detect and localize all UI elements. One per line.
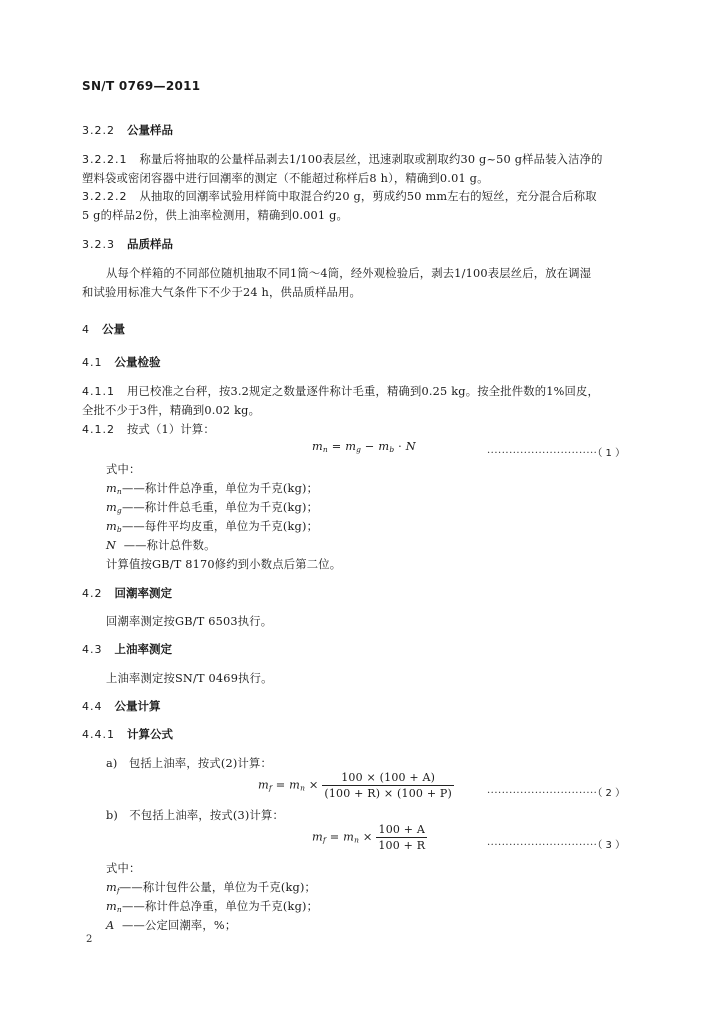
clause-number: 4.1.1 bbox=[82, 385, 115, 398]
fraction bbox=[376, 823, 427, 852]
leader-dots: ······························ bbox=[487, 448, 598, 459]
symbol: A bbox=[106, 919, 115, 932]
list-label: b) bbox=[106, 809, 119, 822]
section-number: 4 bbox=[82, 323, 90, 336]
fraction bbox=[322, 771, 454, 800]
heading-3-2-3 bbox=[82, 236, 173, 252]
section-title: 上油率测定 bbox=[114, 642, 172, 656]
clause-number: 3.2.2.1 bbox=[82, 153, 128, 166]
section-title: 公量 bbox=[102, 322, 125, 336]
rounding-note: 计算值按GB/T 8170修约到小数点后第二位。 bbox=[106, 558, 342, 571]
fraction-denominator: 100 + R bbox=[378, 839, 426, 852]
page-number: 2 bbox=[86, 934, 93, 945]
list-item-b bbox=[106, 807, 284, 823]
para-4-3: 上油率测定按SN/T 0469执行。 bbox=[106, 672, 273, 685]
section-title: 公量计算 bbox=[114, 699, 161, 713]
equation-tag: （ 2 ） bbox=[597, 788, 626, 799]
para-4-1-1-line2: 全批不少于3件，精确到0.02 kg。 bbox=[82, 404, 261, 417]
heading-4-1 bbox=[82, 354, 161, 370]
eq-symbol: N bbox=[405, 440, 416, 453]
para-text: 按式（1）计算： bbox=[127, 423, 215, 436]
fraction-denominator: (100 + R) × (100 + P) bbox=[324, 787, 453, 800]
eq-subscript: n bbox=[300, 783, 306, 793]
equation-1: $m_n = m_g - m_b \cdot N$ bbox=[312, 440, 416, 454]
where-item-n bbox=[106, 537, 216, 553]
symbol: m bbox=[106, 501, 117, 514]
eq-symbol: m bbox=[258, 778, 269, 792]
leader-dots: ······························ bbox=[487, 788, 598, 799]
para-3-2-2-1-line2: 塑料袋或密闭容器中进行回潮率的测定（不能超过称样后8 h），精确到0.01 g。 bbox=[82, 172, 489, 185]
para-3-2-2-2-line1 bbox=[82, 188, 597, 204]
heading-3-2-2 bbox=[82, 122, 173, 138]
heading-4-4-1 bbox=[82, 726, 173, 742]
where-item-mf bbox=[106, 879, 316, 895]
section-title: 品质样品 bbox=[127, 237, 173, 251]
section-number: 4.1 bbox=[82, 356, 103, 369]
section-number: 4.3 bbox=[82, 643, 103, 656]
symbol-description: ——称计件总毛重，单位为千克(kg)； bbox=[121, 501, 319, 514]
section-title: 公量检验 bbox=[114, 355, 161, 369]
section-number: 4.4.1 bbox=[82, 728, 115, 741]
para-4-1-1-line1 bbox=[82, 383, 599, 399]
eq-symbol: m bbox=[345, 440, 357, 453]
symbol-description: ——称计包件公量，单位为千克(kg)； bbox=[119, 881, 317, 894]
eq-symbol: m bbox=[289, 778, 301, 792]
heading-4-2 bbox=[82, 585, 172, 601]
where-item-mg bbox=[106, 499, 318, 515]
where-item-mb bbox=[106, 518, 318, 534]
eq-symbol: m bbox=[312, 830, 323, 844]
symbol: m bbox=[106, 881, 117, 894]
heading-4-4 bbox=[82, 698, 161, 714]
symbol-description: ——称计件总净重，单位为千克(kg)； bbox=[121, 900, 319, 913]
eq-subscript: g bbox=[356, 445, 362, 454]
eq-subscript: b bbox=[389, 445, 395, 454]
section-title: 回潮率测定 bbox=[114, 586, 172, 600]
where-label: 式中： bbox=[106, 463, 141, 476]
section-title: 公量样品 bbox=[127, 123, 173, 137]
list-text: 不包括上油率，按式(3)计算： bbox=[129, 809, 284, 822]
para-4-1-2 bbox=[82, 421, 215, 437]
symbol-description: ——称计总件数。 bbox=[123, 539, 216, 552]
equation-2-number bbox=[487, 781, 625, 800]
symbol: m bbox=[106, 900, 117, 913]
eq-subscript: f bbox=[322, 835, 326, 845]
para-3-2-2-1-line1 bbox=[82, 151, 603, 167]
section-number: 3.2.2 bbox=[82, 124, 115, 137]
para-3-2-2-2-line2: 5 g的样品2份，供上油率检测用，精确到0.001 g。 bbox=[82, 209, 349, 222]
section-number: 4.2 bbox=[82, 587, 103, 600]
where-item-a bbox=[106, 917, 236, 933]
symbol-subscript: n bbox=[116, 905, 122, 914]
para-text: 用已校准之台秤，按3.2规定之数量逐件称计毛重，精确到0.25 kg。按全批件数的1%回皮， bbox=[127, 385, 600, 398]
heading-4-3 bbox=[82, 641, 172, 657]
para-3-2-3-line2: 和试验用标准大气条件下不少于24 h，供品质样品用。 bbox=[82, 286, 361, 299]
equation-2: $m_f = m_n$ × $\frac{100 \times (100 + A)}{(100 + R) \times (100 + P)}$ bbox=[258, 771, 453, 800]
eq-subscript: n bbox=[322, 445, 328, 454]
fraction-numerator: 100 + A bbox=[376, 823, 427, 838]
where-item-mn bbox=[106, 898, 318, 914]
symbol: m bbox=[106, 520, 117, 533]
symbol: m bbox=[106, 482, 117, 495]
symbol-description: ——称计件总净重，单位为千克(kg)； bbox=[121, 482, 319, 495]
leader-dots: ······························ bbox=[487, 840, 598, 851]
section-title: 计算公式 bbox=[127, 727, 173, 741]
section-number: 4.4 bbox=[82, 700, 103, 713]
equation-tag: （ 3 ） bbox=[597, 840, 626, 851]
eq-symbol: m bbox=[343, 830, 355, 844]
symbol-description: ——每件平均皮重，单位为千克(kg)； bbox=[121, 520, 319, 533]
para-4-2: 回潮率测定按GB/T 6503执行。 bbox=[106, 615, 273, 628]
standard-header: SN/T 0769—2011 bbox=[82, 79, 201, 93]
para-text: 从抽取的回潮率试验用样筒中取混合约20 g，剪成约50 mm左右的短丝，充分混合后称取 bbox=[139, 190, 597, 203]
symbol: N bbox=[106, 539, 117, 552]
clause-number: 4.1.2 bbox=[82, 423, 115, 436]
where-item-mn bbox=[106, 480, 318, 496]
heading-4 bbox=[82, 321, 125, 337]
eq-subscript: n bbox=[354, 835, 360, 845]
symbol-subscript: n bbox=[116, 487, 122, 496]
eq-symbol: m bbox=[312, 440, 323, 453]
equation-3-number bbox=[487, 833, 625, 852]
list-item-a bbox=[106, 755, 272, 771]
equation-1-number bbox=[487, 441, 625, 460]
list-text: 包括上油率，按式(2)计算： bbox=[128, 757, 272, 770]
symbol-description: ——公定回潮率，%； bbox=[121, 919, 237, 932]
clause-number: 3.2.2.2 bbox=[82, 190, 128, 203]
symbol-subscript: g bbox=[116, 506, 122, 515]
section-number: 3.2.3 bbox=[82, 238, 115, 251]
symbol-subscript: b bbox=[116, 525, 122, 534]
eq-subscript: f bbox=[268, 783, 272, 793]
symbol-subscript: f bbox=[116, 886, 120, 895]
equation-tag: （ 1 ） bbox=[597, 448, 626, 459]
para-3-2-3-line1: 从每个样箱的不同部位随机抽取不同1筒～4筒，经外观检验后，剥去1/100表层丝后，放在调湿 bbox=[106, 267, 592, 280]
list-label: a) bbox=[106, 757, 118, 770]
eq-symbol: m bbox=[378, 440, 390, 453]
fraction-numerator: 100 × (100 + A) bbox=[322, 771, 454, 786]
para-text: 称量后将抽取的公量样品剥去1/100表层丝，迅速剥取或割取约30 g~50 g样品装入洁净的 bbox=[139, 153, 603, 166]
where-label: 式中： bbox=[106, 862, 141, 875]
equation-3: $m_f = m_n$ × $\frac{100 + A}{100 + R}$ bbox=[312, 823, 426, 852]
